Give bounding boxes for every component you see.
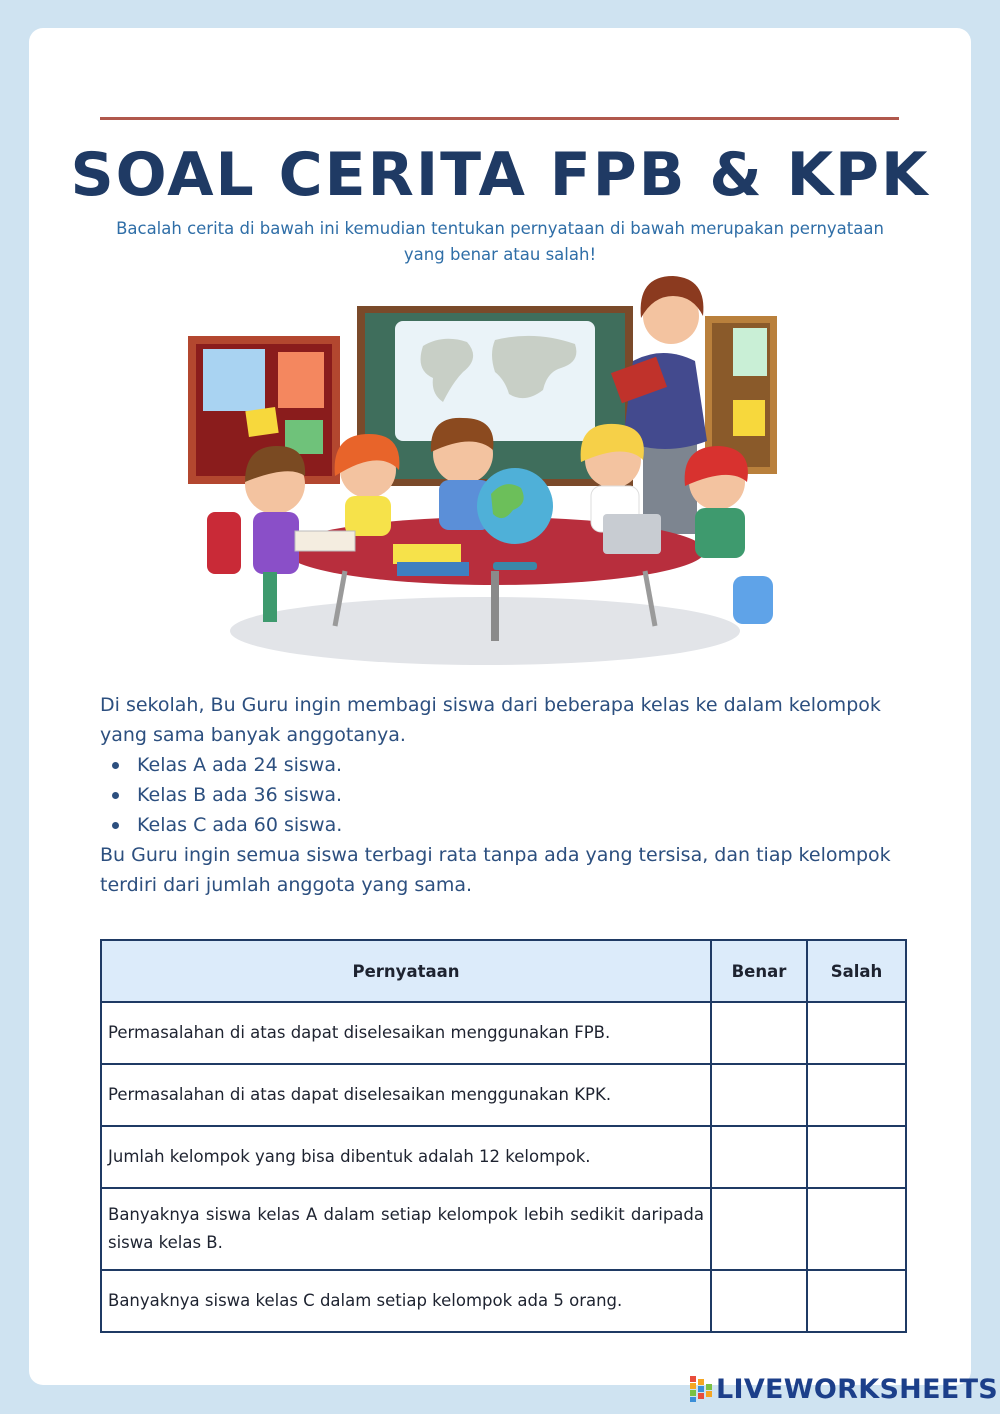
table-row	[101, 1002, 906, 1064]
salah-answer-box[interactable]	[807, 1002, 906, 1064]
instructions: Bacalah cerita di bawah ini kemudian tentukan pernyataan di bawah merupakan pernyataan yang benar atau salah!	[116, 219, 884, 264]
statement-cell: Jumlah kelompok yang bisa dibentuk adalah 12 kelompok.	[101, 1126, 711, 1188]
table-row	[101, 1126, 906, 1188]
salah-answer-box[interactable]	[807, 1270, 906, 1332]
salah-answer-box[interactable]	[807, 1064, 906, 1126]
story-text	[100, 690, 905, 900]
table-row	[101, 1188, 906, 1270]
header-true: Benar	[711, 940, 807, 1002]
benar-answer-box[interactable]	[711, 1126, 807, 1188]
table-row	[101, 1064, 906, 1126]
statement-cell: Banyaknya siswa kelas C dalam setiap kelompok ada 5 orang.	[101, 1270, 711, 1332]
bullet-icon	[112, 822, 119, 829]
benar-answer-box[interactable]	[711, 1064, 807, 1126]
classroom-illustration	[185, 276, 785, 671]
statement-table	[100, 939, 907, 1333]
header-false: Salah	[807, 940, 906, 1002]
benar-answer-box[interactable]	[711, 1270, 807, 1332]
list-item: Kelas A ada 24 siswa.	[100, 750, 905, 780]
class-list	[100, 750, 905, 840]
statement-cell: Permasalahan di atas dapat diselesaikan menggunakan KPK.	[101, 1064, 711, 1126]
benar-answer-box[interactable]	[711, 1188, 807, 1270]
page-title: SOAL CERITA FPB & KPK	[70, 140, 930, 210]
header-statement: Pernyataan	[101, 940, 711, 1002]
story-intro: Di sekolah, Bu Guru ingin membagi siswa dari beberapa kelas ke dalam kelompok yang sama banyak anggotanya.	[100, 694, 881, 746]
benar-answer-box[interactable]	[711, 1002, 807, 1064]
bullet-icon	[112, 792, 119, 799]
liveworksheets-icon	[690, 1376, 712, 1402]
top-divider	[100, 117, 899, 120]
story-outro: Bu Guru ingin semua siswa terbagi rata tanpa ada yang tersisa, dan tiap kelompok terdiri dari jumlah anggota yang sama.	[100, 844, 891, 896]
brand-name: LIVEWORKSHEETS	[716, 1373, 999, 1405]
list-item: Kelas C ada 60 siswa.	[100, 810, 905, 840]
statement-cell: Banyaknya siswa kelas A dalam setiap kelompok lebih sedikit daripada siswa kelas B.	[101, 1188, 711, 1270]
list-item: Kelas B ada 36 siswa.	[100, 780, 905, 810]
salah-answer-box[interactable]	[807, 1188, 906, 1270]
bullet-icon	[112, 762, 119, 769]
liveworksheets-logo[interactable]	[690, 1373, 998, 1405]
table-header-row	[101, 940, 906, 1002]
table-row	[101, 1270, 906, 1332]
statement-cell: Permasalahan di atas dapat diselesaikan menggunakan FPB.	[101, 1002, 711, 1064]
salah-answer-box[interactable]	[807, 1126, 906, 1188]
